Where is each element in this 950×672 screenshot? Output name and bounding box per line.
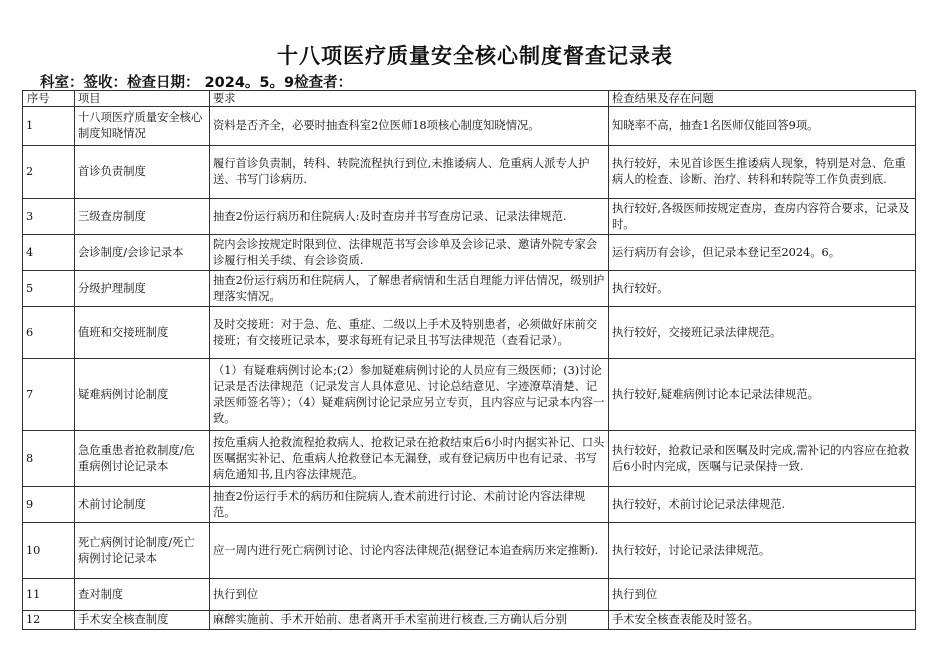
row-number: 8 (23, 431, 75, 487)
table-row (23, 523, 916, 579)
row-item: 分级护理制度 (75, 271, 210, 307)
row-requirement: 抽查2份运行病历和住院病人，了解患者病情和生活自理能力评估情况，级别护理落实情况。 (210, 271, 609, 307)
row-result: 执行较好,各级医师按规定查房，查房内容符合要求，记录及时。 (609, 199, 916, 235)
row-result: 执行较好，交接班记录法律规范。 (609, 307, 916, 359)
row-requirement: （1）有疑难病例讨论本;(2）参加疑难病例讨论的人员应有三级医师；(3)讨论记录是否法律规范（记录发言人具体意见、讨论总结意见、字迹潦草清楚、记录医师签名等）；（4）疑难病例讨论记录应另立专页，且内容应与记录本内容一致。 (210, 359, 609, 431)
row-requirement: 资料是否齐全，必要时抽查科室2位医师18项核心制度知晓情况。 (210, 107, 609, 146)
inspection-info-line: 科室：签收：检查日期： 2024。5。9检查者： (40, 75, 353, 91)
table-row (23, 307, 916, 359)
row-result: 执行较好，抢救记录和医嘱及时完成,需补记的内容应在抢救后6小时内完成，医嘱与记录保持一致. (609, 431, 916, 487)
table-row (23, 235, 916, 271)
row-item: 疑难病例讨论制度 (75, 359, 210, 431)
row-item: 手术安全核查制度 (75, 611, 210, 630)
table-row (23, 146, 916, 199)
row-number: 5 (23, 271, 75, 307)
row-item: 急危重患者抢救制度/危重病例讨论记录本 (75, 431, 210, 487)
row-item: 死亡病例讨论制度/死亡病例讨论记录本 (75, 523, 210, 579)
row-requirement: 履行首诊负责制，转科、转院流程执行到位,未推诿病人、危重病人派专人护送、书写门诊病历. (210, 146, 609, 199)
header-result: 检查结果及存在问题 (609, 91, 916, 107)
row-number: 3 (23, 199, 75, 235)
row-result: 执行较好，术前讨论记录法律规范. (609, 487, 916, 523)
row-requirement: 及时交接班：对于急、危、重症、二级以上手术及特别患者，必须做好床前交接班；有交接班记录本，要求每班有记录且书写法律规范（查看记录）。 (210, 307, 609, 359)
header-requirement: 要求 (210, 91, 609, 107)
row-number: 2 (23, 146, 75, 199)
row-requirement: 执行到位 (210, 579, 609, 611)
header-item: 项目 (75, 91, 210, 107)
row-number: 4 (23, 235, 75, 271)
document-title: 十八项医疗质量安全核心制度督查记录表 (277, 44, 673, 68)
table-row (23, 271, 916, 307)
row-number: 1 (23, 107, 75, 146)
row-item: 三级查房制度 (75, 199, 210, 235)
row-result: 执行较好。 (609, 271, 916, 307)
inspection-record-table (22, 90, 916, 630)
table-row (23, 611, 916, 630)
header-number: 序号 (23, 91, 75, 107)
row-result: 手术安全核查表能及时签名。 (609, 611, 916, 630)
row-number: 11 (23, 579, 75, 611)
table-row (23, 107, 916, 146)
row-item: 查对制度 (75, 579, 210, 611)
row-result: 执行较好,疑难病例讨论本记录法律规范。 (609, 359, 916, 431)
table-header-row (23, 91, 916, 107)
table-row (23, 487, 916, 523)
row-item: 值班和交接班制度 (75, 307, 210, 359)
row-item: 十八项医疗质量安全核心制度知晓情况 (75, 107, 210, 146)
row-item: 会诊制度/会诊记录本 (75, 235, 210, 271)
row-requirement: 抽查2份运行手术的病历和住院病人,查术前进行讨论、术前讨论内容法律规范。 (210, 487, 609, 523)
row-item: 首诊负责制度 (75, 146, 210, 199)
table-row (23, 579, 916, 611)
row-number: 7 (23, 359, 75, 431)
row-requirement: 麻醉实施前、手术开始前、患者离开手术室前进行核查,三方确认后分别 (210, 611, 609, 630)
table-row (23, 431, 916, 487)
row-number: 10 (23, 523, 75, 579)
row-number: 12 (23, 611, 75, 630)
row-result: 执行较好，未见首诊医生推诿病人现象，特别是对急、危重病人的检查、诊断、治疗、转科和转院等工作负责到底. (609, 146, 916, 199)
row-requirement: 应一周内进行死亡病例讨论、讨论内容法律规范(据登记本追查病历来定推断). (210, 523, 609, 579)
row-result: 运行病历有会诊，但记录本登记至2024。6。 (609, 235, 916, 271)
row-result: 执行到位 (609, 579, 916, 611)
table-row (23, 199, 916, 235)
row-requirement: 抽查2份运行病历和住院病人:及时查房并书写查房记录、记录法律规范. (210, 199, 609, 235)
row-requirement: 院内会诊按规定时限到位、法律规范书写会诊单及会诊记录、邀请外院专家会诊履行相关手续、有会诊资质. (210, 235, 609, 271)
table-row (23, 359, 916, 431)
row-result: 知晓率不高，抽查1名医师仅能回答9项。 (609, 107, 916, 146)
row-number: 9 (23, 487, 75, 523)
row-item: 术前讨论制度 (75, 487, 210, 523)
row-result: 执行较好，讨论记录法律规范。 (609, 523, 916, 579)
row-number: 6 (23, 307, 75, 359)
row-requirement: 按危重病人抢救流程抢救病人、抢救记录在抢救结束后6小时内据实补记、口头医嘱据实补记、危重病人抢救登记本无漏登，或有登记病历中也有记录、书写病危通知书,且内容法律规范。 (210, 431, 609, 487)
